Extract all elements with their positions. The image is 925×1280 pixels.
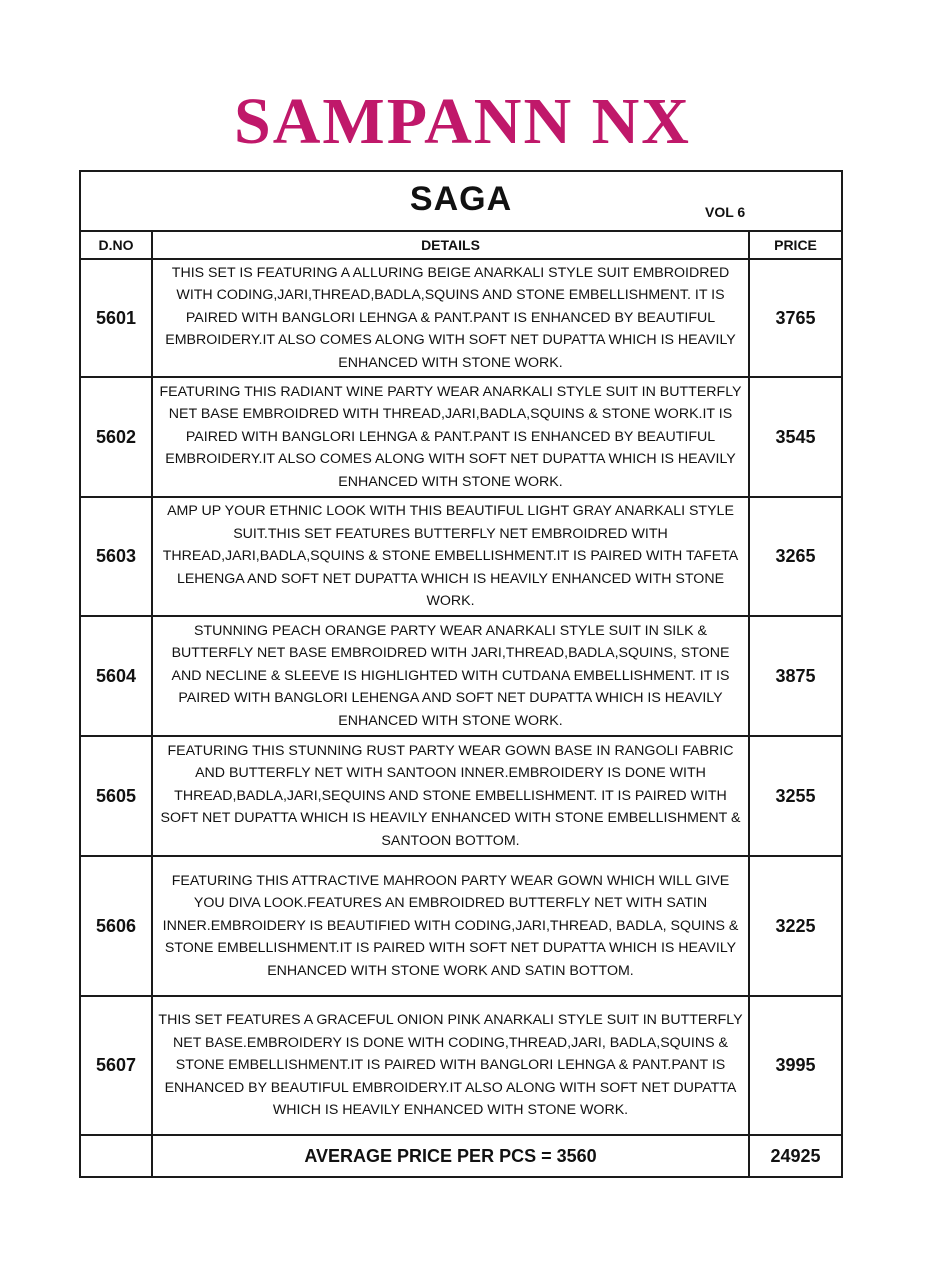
table-row xyxy=(80,736,842,856)
catalog-title-cell xyxy=(80,171,842,231)
design-number: 5606 xyxy=(80,856,152,996)
design-details: STUNNING PEACH ORANGE PARTY WEAR ANARKALI STYLE SUIT IN SILK & BUTTERFLY NET BASE EMBROIDRED WITH JARI,THREAD,BADLA,SQUINS, STONE AND NECLINE & SLEEVE IS HIGHLIGHTED WITH CUTDANA EMBELLISHMENT. IT IS PAIRED WITH BANGLORI LEHENGA AND SOFT NET DUPATTA WHICH IS HEAVILY ENHANCED WITH STONE WORK. xyxy=(152,616,749,736)
table-row xyxy=(80,259,842,377)
table-footer-row xyxy=(80,1135,842,1177)
design-price: 3995 xyxy=(749,996,842,1135)
design-number: 5607 xyxy=(80,996,152,1135)
design-details: THIS SET FEATURES A GRACEFUL ONION PINK ANARKALI STYLE SUIT IN BUTTERFLY NET BASE.EMBROIDERY IS DONE WITH CODING,THREAD,JARI, BADLA,SQUINS & STONE EMBELLISHMENT.IT IS PAIRED WITH BANGLORI LEHNGA & PANT.PANT IS ENHANCED BY BEAUTIFUL EMBROIDERY.IT ALSO ALONG WITH SOFT NET DUPATTA WHICH IS HEAVILY ENHANCED WITH STONE WORK. xyxy=(152,996,749,1135)
total-price: 24925 xyxy=(749,1135,842,1177)
design-number: 5604 xyxy=(80,616,152,736)
catalog-table xyxy=(79,170,843,1178)
table-row xyxy=(80,616,842,736)
design-price: 3265 xyxy=(749,497,842,616)
table-header-row xyxy=(80,231,842,259)
design-number: 5605 xyxy=(80,736,152,856)
catalog-volume: VOL 6 xyxy=(705,204,746,220)
header-details: DETAILS xyxy=(152,231,749,259)
brand-title: SAMPANN NX xyxy=(234,85,691,158)
design-price: 3875 xyxy=(749,616,842,736)
design-price: 3255 xyxy=(749,736,842,856)
header-dno: D.NO xyxy=(80,231,152,259)
design-number: 5601 xyxy=(80,259,152,377)
design-details: FEATURING THIS RADIANT WINE PARTY WEAR ANARKALI STYLE SUIT IN BUTTERFLY NET BASE EMBROIDRED WITH THREAD,JARI,BADLA,SQUINS & STONE WORK.IT IS PAIRED WITH BANGLORI LEHNGA & PANT.PANT IS ENHANCED BY BEAUTIFUL EMBROIDERY.IT ALSO COMES ALONG WITH SOFT NET DUPATTA WHICH IS HEAVILY ENHANCED WITH STONE WORK. xyxy=(152,377,749,497)
design-number: 5602 xyxy=(80,377,152,497)
catalog-title-row xyxy=(80,171,842,231)
header-price: PRICE xyxy=(749,231,842,259)
design-price: 3545 xyxy=(749,377,842,497)
table-row xyxy=(80,996,842,1135)
design-number: 5603 xyxy=(80,497,152,616)
design-details: AMP UP YOUR ETHNIC LOOK WITH THIS BEAUTIFUL LIGHT GRAY ANARKALI STYLE SUIT.THIS SET FEATURES BUTTERFLY NET EMBROIDRED WITH THREAD,JARI,BADLA,SQUINS & STONE EMBELLISHMENT.IT IS PAIRED WITH TAFETA LEHENGA AND SOFT NET DUPATTA WHICH IS HEAVILY ENHANCED WITH STONE WORK. xyxy=(152,497,749,616)
design-price: 3765 xyxy=(749,259,842,377)
table-row xyxy=(80,856,842,996)
footer-empty-cell xyxy=(80,1135,152,1177)
design-details: FEATURING THIS STUNNING RUST PARTY WEAR GOWN BASE IN RANGOLI FABRIC AND BUTTERFLY NET WITH SANTOON INNER.EMBROIDERY IS DONE WITH THREAD,BADLA,JARI,SEQUINS AND STONE EMBELLISHMENT. IT IS PAIRED WITH SOFT NET DUPATTA WHICH IS HEAVILY ENHANCED WITH STONE EMBELLISHMENT & SANTOON BOTTOM. xyxy=(152,736,749,856)
catalog-title: SAGA xyxy=(409,180,513,218)
design-price: 3225 xyxy=(749,856,842,996)
table-row xyxy=(80,497,842,616)
table-row xyxy=(80,377,842,497)
design-details: THIS SET IS FEATURING A ALLURING BEIGE ANARKALI STYLE SUIT EMBROIDRED WITH CODING,JARI,THREAD,BADLA,SQUINS AND STONE EMBELLISHMENT. IT IS PAIRED WITH BANGLORI LEHNGA & PANT.PANT IS ENHANCED BY BEAUTIFUL EMBROIDERY.IT ALSO COMES ALONG WITH SOFT NET DUPATTA WHICH IS HEAVILY ENHANCED WITH STONE WORK. xyxy=(152,259,749,377)
average-price: AVERAGE PRICE PER PCS = 3560 xyxy=(152,1135,749,1177)
design-details: FEATURING THIS ATTRACTIVE MAHROON PARTY WEAR GOWN WHICH WILL GIVE YOU DIVA LOOK.FEATURES AN EMBROIDRED BUTTERFLY NET WITH SATIN INNER.EMBROIDERY IS BEAUTIFIED WITH CODING,JARI,THREAD, BADLA, SQUINS & STONE EMBELLISHMENT.IT IS PAIRED WITH SOFT NET DUPATTA WHICH IS HEAVILY ENHANCED WITH STONE WORK AND SATIN BOTTOM. xyxy=(152,856,749,996)
